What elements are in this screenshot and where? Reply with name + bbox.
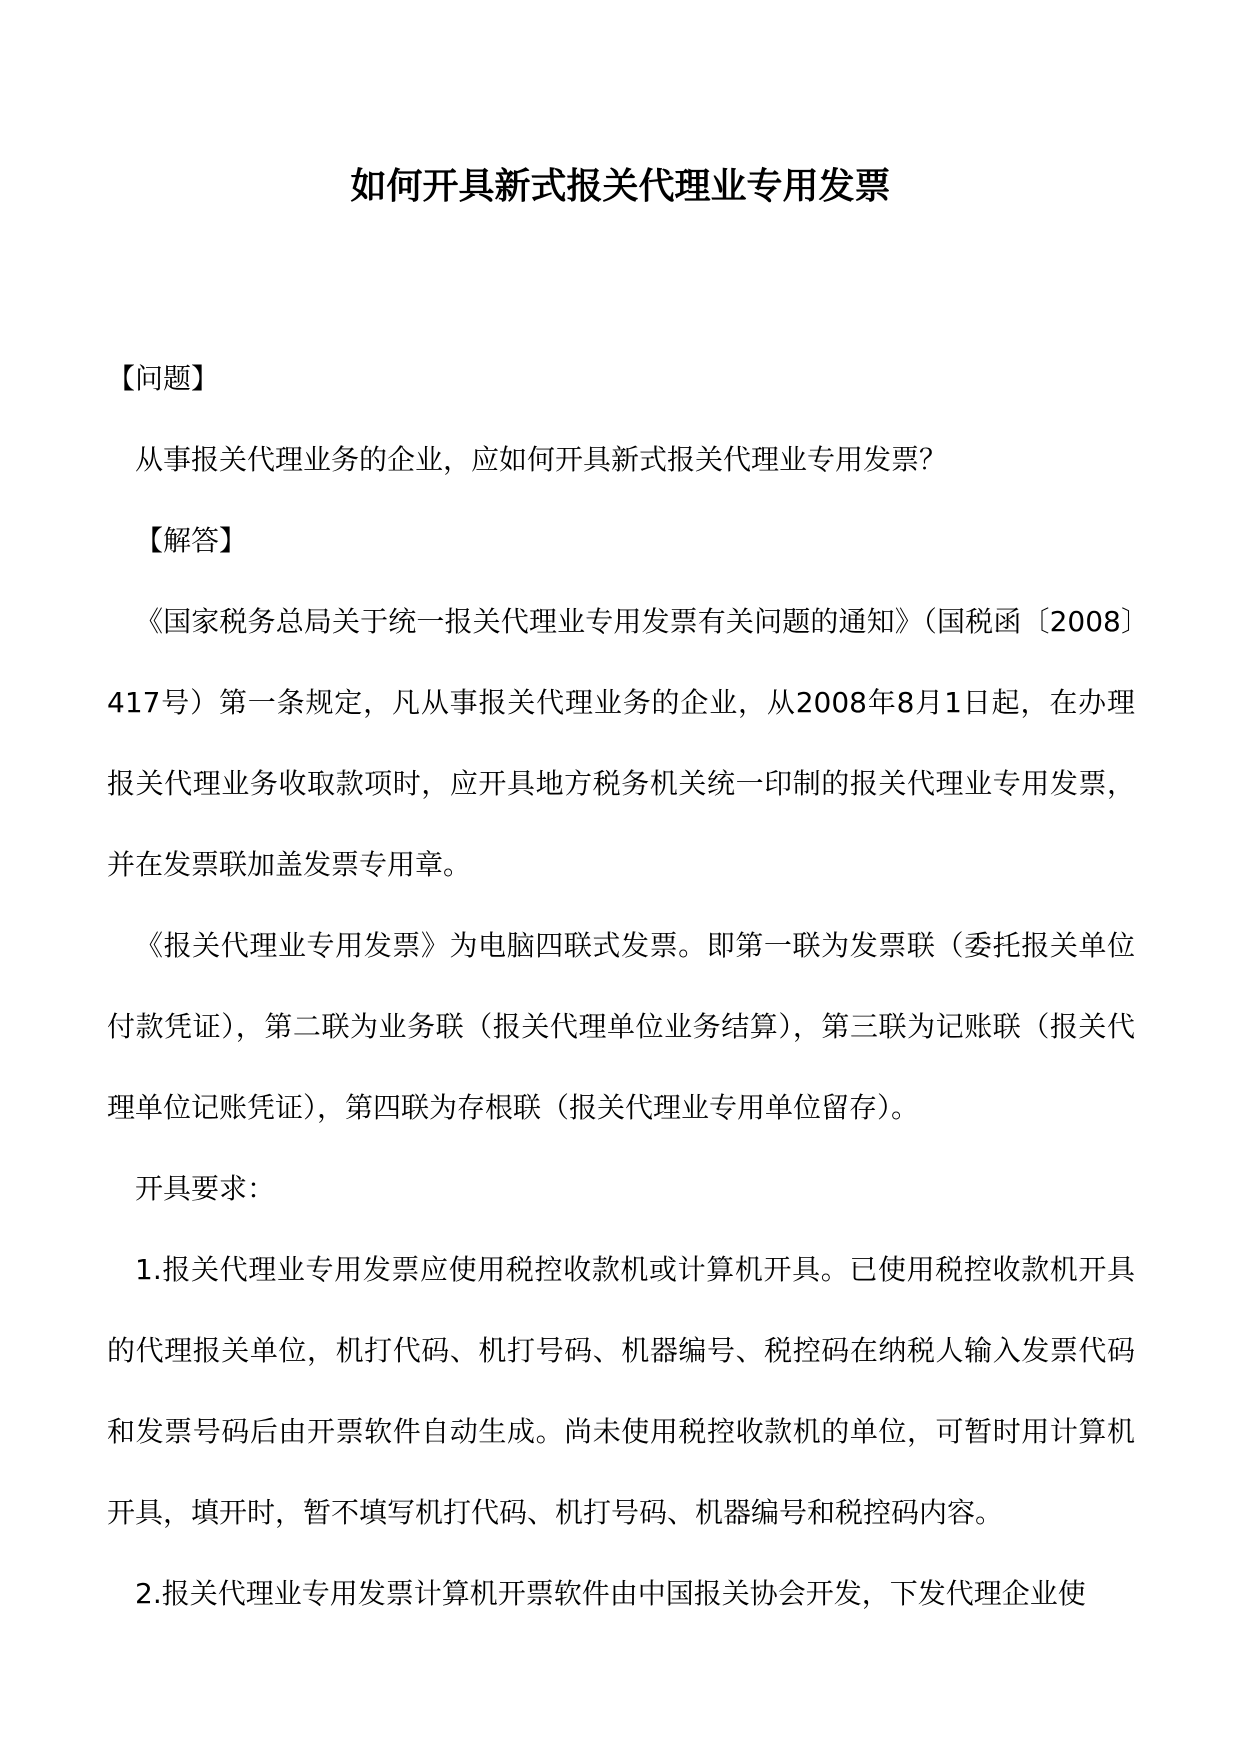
- answer-paragraph-invoice-format: 《报关代理业专用发票》为电脑四联式发票。即第一联为发票联（委托报关单位付款凭证），第二联为业务联（报关代理单位业务结算），第三联为记账联（报关代理单位记账凭证），第四联为存根联（报关代理业专用单位留存）。: [107, 929, 1135, 1124]
- answer-paragraph-notice: 《国家税务总局关于统一报关代理业专用发票有关问题的通知》（国税函〔2008〕417号）第一条规定，凡从事报关代理业务的企业，从2008年8月1日起，在办理报关代理业务收取款项时，应开具地方税务机关统一印制的报关代理业专用发票，并在发票联加盖发票专用章。: [107, 605, 1135, 881]
- question-text: 从事报关代理业务的企业，应如何开具新式报关代理业专用发票？: [135, 443, 948, 476]
- requirements-heading: 开具要求：: [135, 1172, 276, 1205]
- question-heading: 【问题】: [107, 362, 220, 395]
- requirement-item-1: 1.报关代理业专用发票应使用税控收款机或计算机开具。已使用税控收款机开具的代理报关单位，机打代码、机打号码、机器编号、税控码在纳税人输入发票代码和发票号码后由开票软件自动生成。尚未使用税控收款机的单位，可暂时用计算机开具，填开时，暂不填写机打代码、机打号码、机器编号和税控码内容。: [107, 1253, 1135, 1529]
- answer-heading: 【解答】: [135, 524, 248, 557]
- document-body: [107, 338, 1135, 1634]
- requirement-item-2: 2.报关代理业专用发票计算机开票软件由中国报关协会开发，下发代理企业使: [135, 1577, 1086, 1610]
- document-title: 如何开具新式报关代理业专用发票: [350, 165, 891, 207]
